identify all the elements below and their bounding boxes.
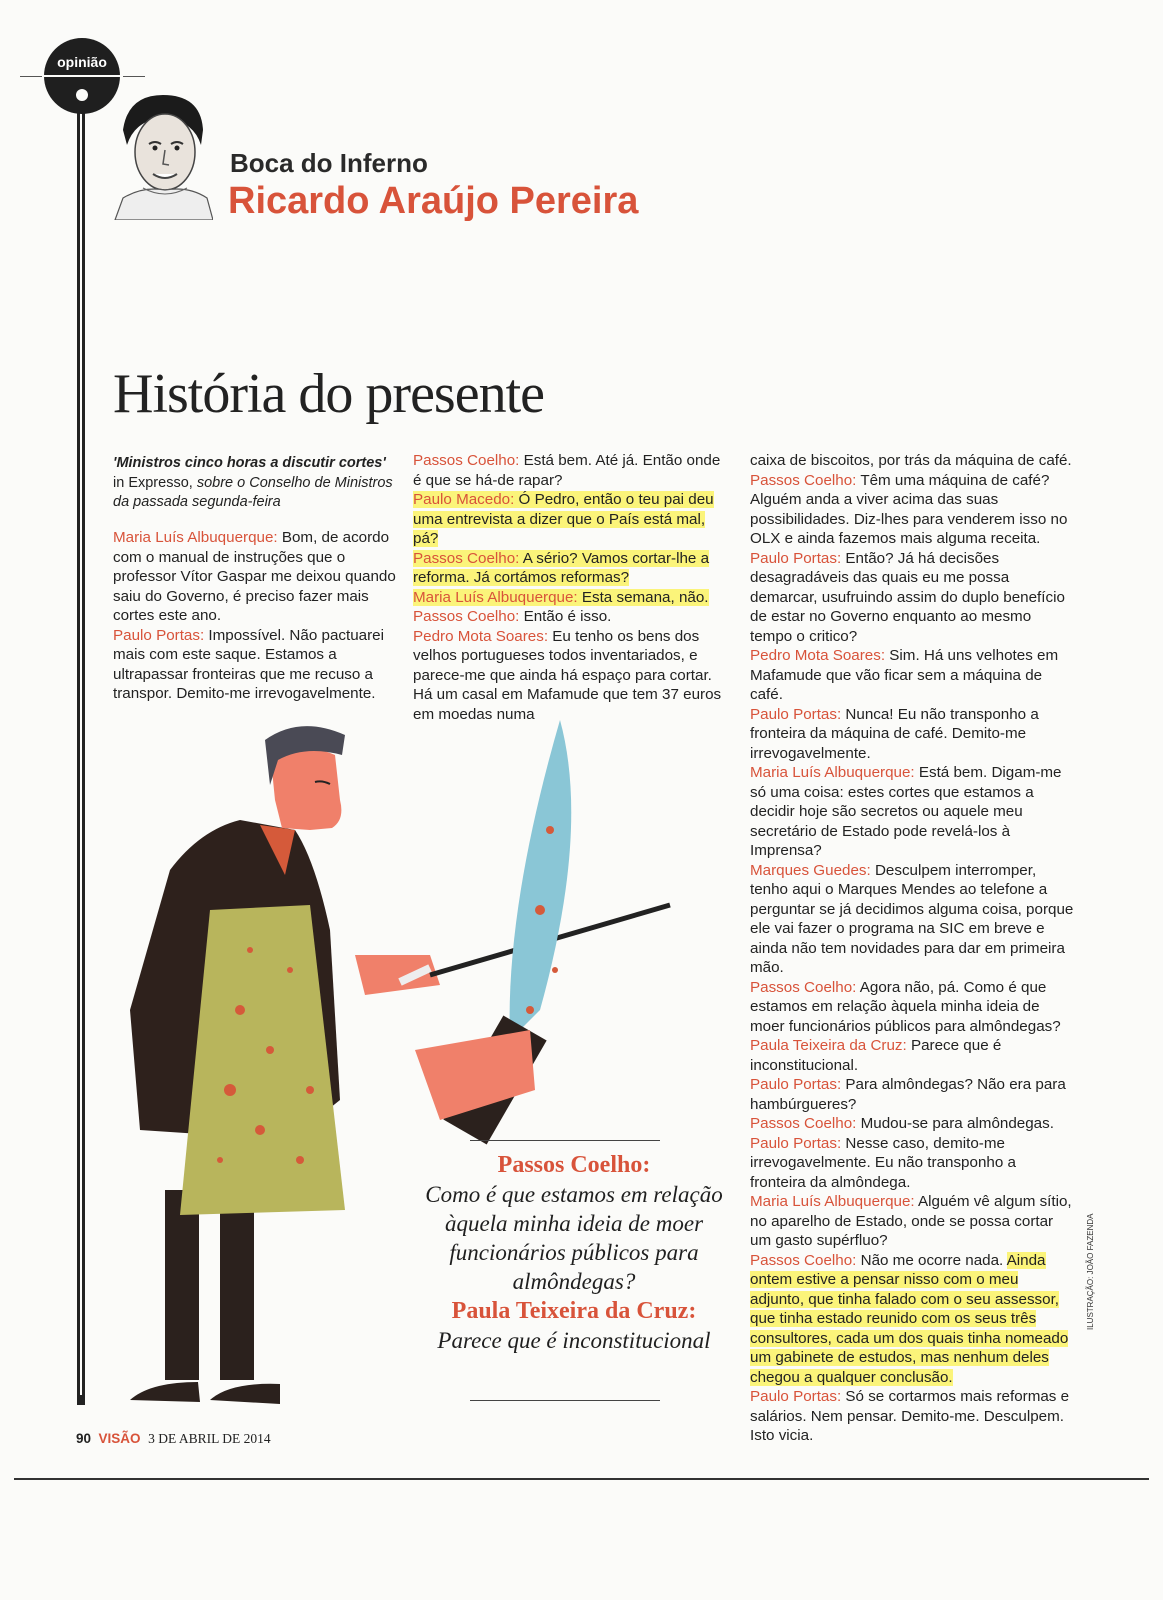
speaker-name: Paulo Portas: xyxy=(750,549,842,567)
column-name: Boca do Inferno xyxy=(230,148,428,178)
dialogue-text: Têm uma máquina de café? Alguém anda a viver acima das suas possibilidades. Diz-lhes para venderem isso no OLX e ainda fazemos mais alguma receita. xyxy=(750,471,1068,547)
text-column-2 xyxy=(413,451,725,724)
page-footer xyxy=(76,1431,271,1447)
dialogue-line xyxy=(750,1036,1075,1075)
pullquote-rule-top xyxy=(470,1140,660,1141)
dialogue-line xyxy=(413,451,725,490)
dialogue-text: Está bem. Até já. Então onde é que se há-de rapar? xyxy=(413,452,721,489)
author-portrait xyxy=(113,90,213,220)
speaker-name: Passos Coelho: xyxy=(750,1251,857,1269)
pullquote-rule-bottom xyxy=(470,1400,660,1401)
dialogue-line xyxy=(750,646,1075,705)
dialogue-line xyxy=(750,1075,1075,1114)
illustration-credit: ILUSTRAÇÃO: JOÃO FAZENDA xyxy=(1086,1213,1095,1330)
pullquote xyxy=(424,1150,724,1355)
dialogue-text: Desculpem interromper, tenho aqui o Marques Mendes ao telefone a perguntar se já decidimos alguma coisa, porque ele vai fazer o programa na SIC em breve e ainda não tem novidades para dar em primeira mão. xyxy=(750,861,1074,976)
speaker-name: Paulo Portas: xyxy=(750,1076,842,1093)
speaker-name: Paulo Portas: xyxy=(113,626,205,644)
dialogue-line xyxy=(413,549,725,588)
speaker-name: Passos Coelho: xyxy=(750,978,857,996)
page-number: 90 xyxy=(76,1431,92,1446)
speaker-name: Maria Luís Albuquerque: xyxy=(113,529,278,546)
speaker-name: Marques Guedes: xyxy=(750,861,871,879)
text-column-3 xyxy=(750,451,1075,1446)
dialogue-text: A sério? Vamos cortar-lhe a reforma. Já cortámos reformas? xyxy=(413,549,710,586)
dialogue-text: Está bem. Digam-me só uma coisa: estes cortes que estamos a decidir hoje são secretos ou aquele meu secretário de Estado pode revelá-los à Imprensa? xyxy=(750,764,1062,859)
speaker-name: Passos Coelho: xyxy=(413,549,520,567)
author-name: Ricardo Araújo Pereira xyxy=(228,180,639,222)
dialogue-line xyxy=(750,1251,1075,1388)
dialogue-text: Então? Já há decisões desagradáveis das quais eu me possa demarcar, usufruindo assim do duplo benefício de estar no Governo enquanto ao mesmo tempo o critico? xyxy=(750,549,1065,645)
dialogue-line xyxy=(413,588,725,608)
text-column-1 xyxy=(113,528,403,704)
speaker-name: Pedro Mota Soares: xyxy=(413,627,549,645)
issue-date: 3 DE ABRIL DE 2014 xyxy=(148,1431,271,1446)
dialogue-line xyxy=(750,1134,1075,1193)
speaker-name: Pedro Mota Soares: xyxy=(750,647,886,664)
highlighted-text: Ainda ontem estive a pensar nisso com o meu adjunto, que tinha falado com o seu assessor, que tinha estado reunido com os seus três consultores, cada um dos quais tinha nomeado um gabinete de estudos, mas nenhum deles chegou a qualquer conclusão. xyxy=(750,1251,1069,1386)
dialogue-text: Só se cortarmos mais reformas e salários. Nem pensar. Demito-me. Desculpem. Isto vicia. xyxy=(750,1388,1070,1444)
dialogue-text: Nesse caso, demito-me irrevogavelmente. Eu não transponho a fronteira da almôndega. xyxy=(750,1134,1016,1191)
speaker-name: Passos Coelho: xyxy=(413,452,520,469)
speaker-name: Maria Luís Albuquerque: xyxy=(750,764,915,781)
speaker-name: Paulo Portas: xyxy=(750,1134,842,1152)
dialogue-text: Eu tenho os bens dos velhos portugueses todos inventariados, e parece-me que ainda há espaço para cortar. Há um casal em Mafamude que tem 37 euros em moedas numa xyxy=(413,627,722,723)
section-badge-line xyxy=(44,75,120,77)
dialogue-text: Mudou-se para almôndegas. xyxy=(856,1115,1054,1132)
dialogue-line xyxy=(750,471,1075,549)
pullquote-quote-2: Parece que é inconstitucional xyxy=(437,1328,711,1353)
dialogue-text: Sim. Há uns velhotes em Mafamude que vão ficar sem a máquina de café. xyxy=(750,647,1059,703)
bottom-rule xyxy=(14,1478,1149,1480)
dialogue-line xyxy=(413,607,725,627)
dialogue-text: Agora não, pá. Como é que estamos em relação àquela minha ideia de moer funcionários públicos para almôndegas? xyxy=(750,978,1061,1035)
dialogue-text: Alguém vê algum sítio, no aparelho de Estado, onde se possa cortar um gasto supérfluo? xyxy=(750,1193,1072,1249)
dialogue-line xyxy=(750,1192,1075,1251)
pullquote-speaker-2: Paula Teixeira da Cruz: xyxy=(451,1298,697,1324)
dialogue-line xyxy=(750,705,1075,764)
speaker-name: Paula Teixeira da Cruz: xyxy=(750,1037,907,1054)
speaker-name: Maria Luís Albuquerque: xyxy=(413,588,578,606)
dialogue-line xyxy=(750,763,1075,861)
speaker-name: Paulo Portas: xyxy=(750,705,842,723)
dialogue-text: Parece que é inconstitucional. xyxy=(750,1037,1002,1074)
article-lede xyxy=(113,454,398,513)
dialogue-text: Para almôndegas? Não era para hambúrgueres? xyxy=(750,1076,1066,1113)
dialogue-text: Ó Pedro, então o teu pai deu uma entrevista a dizer que o País está mal, pá? xyxy=(413,491,714,547)
dialogue-text: Então é isso. xyxy=(519,608,612,625)
dialogue-text: Não me ocorre nada. xyxy=(856,1251,1007,1269)
dialogue-line xyxy=(750,1387,1075,1446)
dialogue-text: caixa de biscoitos, por trás da máquina de café. xyxy=(750,452,1072,469)
article-headline: História do presente xyxy=(113,363,544,425)
speaker-name: Paulo Macedo: xyxy=(413,491,515,508)
lede-context: sobre o Conselho de Ministros da passada segunda-feira xyxy=(113,474,393,510)
speaker-name: Paulo Portas: xyxy=(750,1388,842,1405)
speaker-name: Maria Luís Albuquerque: xyxy=(750,1193,915,1210)
dialogue-line xyxy=(750,549,1075,647)
speaker-name: Passos Coelho: xyxy=(413,608,520,625)
dialogue-text: Esta semana, não. xyxy=(577,588,709,606)
dialogue-line xyxy=(113,528,403,626)
pullquote-speaker-1: Passos Coelho: xyxy=(497,1152,651,1178)
dialogue-line xyxy=(750,861,1075,978)
pullquote-quote-1: Como é que estamos em relação àquela minha ideia de moer funcionários públicos para almôndegas? xyxy=(425,1182,723,1294)
dialogue-text: Bom, de acordo com o manual de instruções que o professor Vítor Gaspar me deixou quando saiu do Governo, é preciso fazer mais cortes este ano. xyxy=(113,529,396,624)
section-vertical-bar-inner xyxy=(80,95,82,1395)
dialogue-line xyxy=(750,451,1075,471)
dialogue-line xyxy=(750,978,1075,1037)
speaker-name: Passos Coelho: xyxy=(750,471,857,489)
dialogue-line xyxy=(413,490,725,549)
section-rule-left xyxy=(20,76,42,77)
dialogue-line xyxy=(113,626,403,704)
dialogue-line xyxy=(750,1114,1075,1134)
magazine-brand: VISÃO xyxy=(98,1431,141,1446)
section-badge-dot xyxy=(76,89,88,101)
speaker-name: Passos Coelho: xyxy=(750,1115,857,1132)
dialogue-text: Nunca! Eu não transponho a fronteira da máquina de café. Demito-me irrevogavelmente. xyxy=(750,705,1039,762)
lede-quote: 'Ministros cinco horas a discutir cortes' xyxy=(113,455,386,471)
dialogue-text: Impossível. Não pactuarei mais com este saque. Estamos a ultrapassar fronteiras que me recuso a transpor. Demito-me irrevogavelmente. xyxy=(113,626,384,702)
section-label: opinião xyxy=(57,54,107,70)
section-rule-right xyxy=(123,76,145,77)
lede-source: in Expresso, xyxy=(113,474,197,491)
